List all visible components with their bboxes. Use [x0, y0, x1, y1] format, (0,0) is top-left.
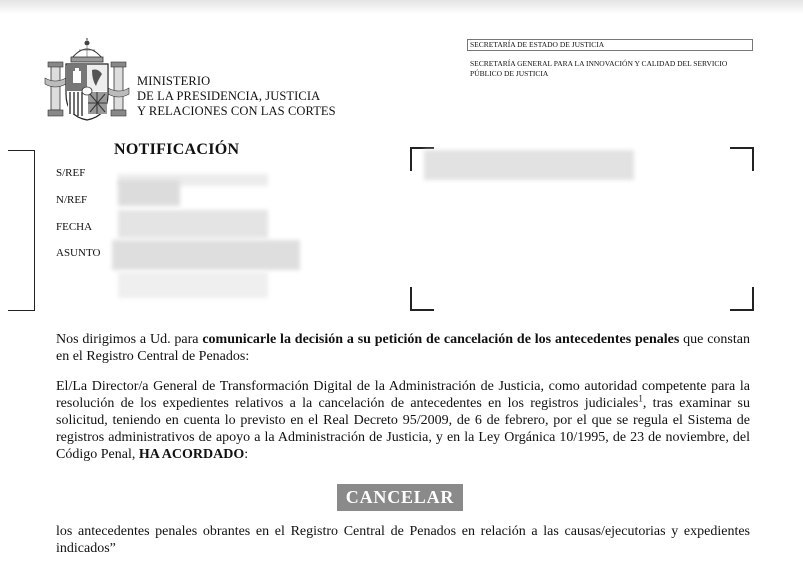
- coat-of-arms-icon: [42, 38, 132, 122]
- ha-acordado: HA ACORDADO: [138, 447, 245, 462]
- resolution-text-2: , tras examinar su solicitud, teniendo en cuenta lo previsto en el Real Decreto 95/2009, de 6 de febrero, por el que se regula el Sistema de registros administrativos de apoyo a la Administración de Justicia, y en la Ley Orgánica 10/1995, de 23 de noviembre, del Código Penal,: [56, 396, 750, 462]
- left-frame-side: [34, 150, 35, 311]
- field-label-fecha: FECHA: [56, 221, 93, 233]
- paragraph-intro: [56, 331, 750, 365]
- secretaria-estado: SECRETARÍA DE ESTADO DE JUSTICIA: [470, 40, 605, 49]
- decision-cancelar: CANCELAR: [337, 484, 463, 511]
- ministry-line-3: Y RELACIONES CON LAS CORTES: [137, 104, 336, 118]
- secretaria-general: SECRETARÍA GENERAL PARA LA INNOVACIÓN Y CALIDAD DEL SERVICIO PÚBLICO DE JUSTICIA: [470, 59, 728, 78]
- footnote-marker: 1: [638, 393, 643, 404]
- resolution-end: :: [244, 447, 249, 462]
- redacted-fecha: [118, 210, 268, 238]
- top-shadow: [0, 0, 803, 14]
- paragraph-resolution: [56, 378, 750, 463]
- intro-end: que constan en el Registro Central de Penados:: [56, 332, 750, 364]
- redacted-address: [424, 150, 634, 180]
- redacted-asunto: [112, 240, 300, 270]
- ministry-line-2: DE LA PRESIDENCIA, JUSTICIA: [137, 89, 321, 103]
- address-frame-tr: [730, 147, 754, 171]
- resolution-text: El/La Director/a General de Transformación Digital de la Administración de Justicia, como autoridad competente para la resolución de los expedientes relativos a la cancelación de antecedentes en los registros judiciales: [56, 379, 750, 411]
- intro-bold: comunicarle la decisión a su petición de cancelación de los antecedentes penales: [202, 332, 680, 347]
- notification-title: NOTIFICACIÓN: [114, 141, 240, 158]
- address-frame-bl: [410, 287, 434, 311]
- redacted-asunto-2: [118, 272, 268, 298]
- ministry-name: [137, 74, 336, 119]
- field-label-nref: N/REF: [56, 194, 88, 206]
- intro-text: Nos dirigimos a Ud. para: [56, 332, 203, 347]
- field-label-sref: S/REF: [56, 167, 86, 179]
- address-frame-br: [730, 287, 754, 311]
- redacted-nref: [118, 180, 180, 206]
- field-label-asunto: ASUNTO: [56, 247, 101, 259]
- ministry-line-1: MINISTERIO: [137, 74, 211, 88]
- left-frame-bottom: [8, 310, 35, 311]
- paragraph-conclusion: los antecedentes penales obrantes en el Registro Central de Penados en relación a las causas/ejecutorias y expedientes indicados”: [56, 524, 750, 556]
- left-frame-top: [8, 150, 35, 151]
